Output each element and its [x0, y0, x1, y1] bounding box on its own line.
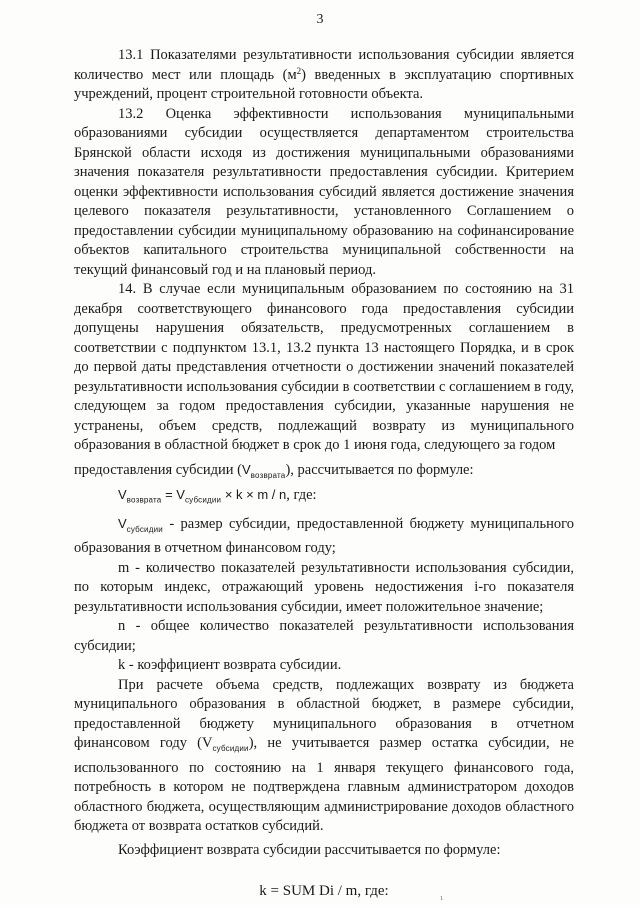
- definition-v-subsidii: $V_{субсидии}$ - размер субсидии, предоставленной бюджету муниципального образования в отчетном финансовом году;: [74, 515, 574, 557]
- paragraph-14: 14. В случае если муниципальным образованием по состоянию на 31 декабря соответствующего финансового года предоставления субсидии допущены нарушения обязательств, предусмотренных соглашением в соответствии с подпунктом 13.1, 13.2 пункта 13 настоящего Порядка, и в срок до первой даты представления отчетности о достижении значений показателей результативности использования субсидии в соответствии с соглашением в году, следующем за годом предоставления субсидии, указанные нарушения не устранены, объем средств, подлежащий возврату из муниципального образования в областной бюджет в срок до 1 июня года, следующего за годом: [74, 281, 574, 453]
- paragraph-13-2: 13.2 Оценка эффективности использования муниципальными образованиями субсидии осуществляется департаментом строительства Брянской области исходя из достижения муниципальными образованиями значения показателя результативности предоставления субсидии. Критерием оценки эффективности использования субсидий является достижение значения целевого показателя результативности, установленного Соглашением о предоставлении субсидии муниципальному образованию на софинансирование объектов капитального строительства муниципальной собственности на текущий финансовый год и на плановый период.: [74, 105, 574, 278]
- page-number: 3: [316, 12, 324, 27]
- coefficient-formula: k = SUM Di / m, где:: [259, 883, 389, 900]
- document-body: [74, 46, 574, 917]
- definition-m: m - количество показателей результативности использования субсидии, по которым индекс, отражающий уровень недостижения i-го показателя результативности использования субсидии, имеет положительное значение;: [74, 559, 574, 615]
- definition-k: k - коэффициент возврата субсидии.: [118, 657, 342, 674]
- paragraph-calculation: При расчете объема средств, подлежащих возврату из бюджета муниципального образования в областной бюджет, в размере субсидии, предоставленной бюджету муниципального образования в отчетном финансовом году $(V_{субсидии})$, не учитывается размер остатка субсидии, не использованного по состоянию на 1 января текущего финансового года, потребность в котором не подтверждена главным администратором доходов областного бюджета, осуществляющим администрирование доходов областного бюджета от возврата остатков субсидий.: [74, 676, 574, 835]
- footer-mark: ₁: [440, 890, 444, 901]
- return-formula: $V_{возврата} = V_{субсидии} \times k \times m / n$, где:: [118, 486, 317, 505]
- paragraph-14-end: предоставления субсидии $(V_{возврата})$, рассчитывается по формуле:: [74, 461, 474, 480]
- paragraph-13-1: 13.1 Показателями результативности использования субсидии является количество мест или площадь $(м^2)$ введенных в эксплуатацию спортивных учреждений, процент строительной готовности объекта.: [74, 47, 574, 102]
- paragraph-coefficient: Коэффициент возврата субсидии рассчитывается по формуле:: [118, 841, 501, 858]
- definition-n: n - общее количество показателей результативности использования субсидии;: [74, 618, 574, 654]
